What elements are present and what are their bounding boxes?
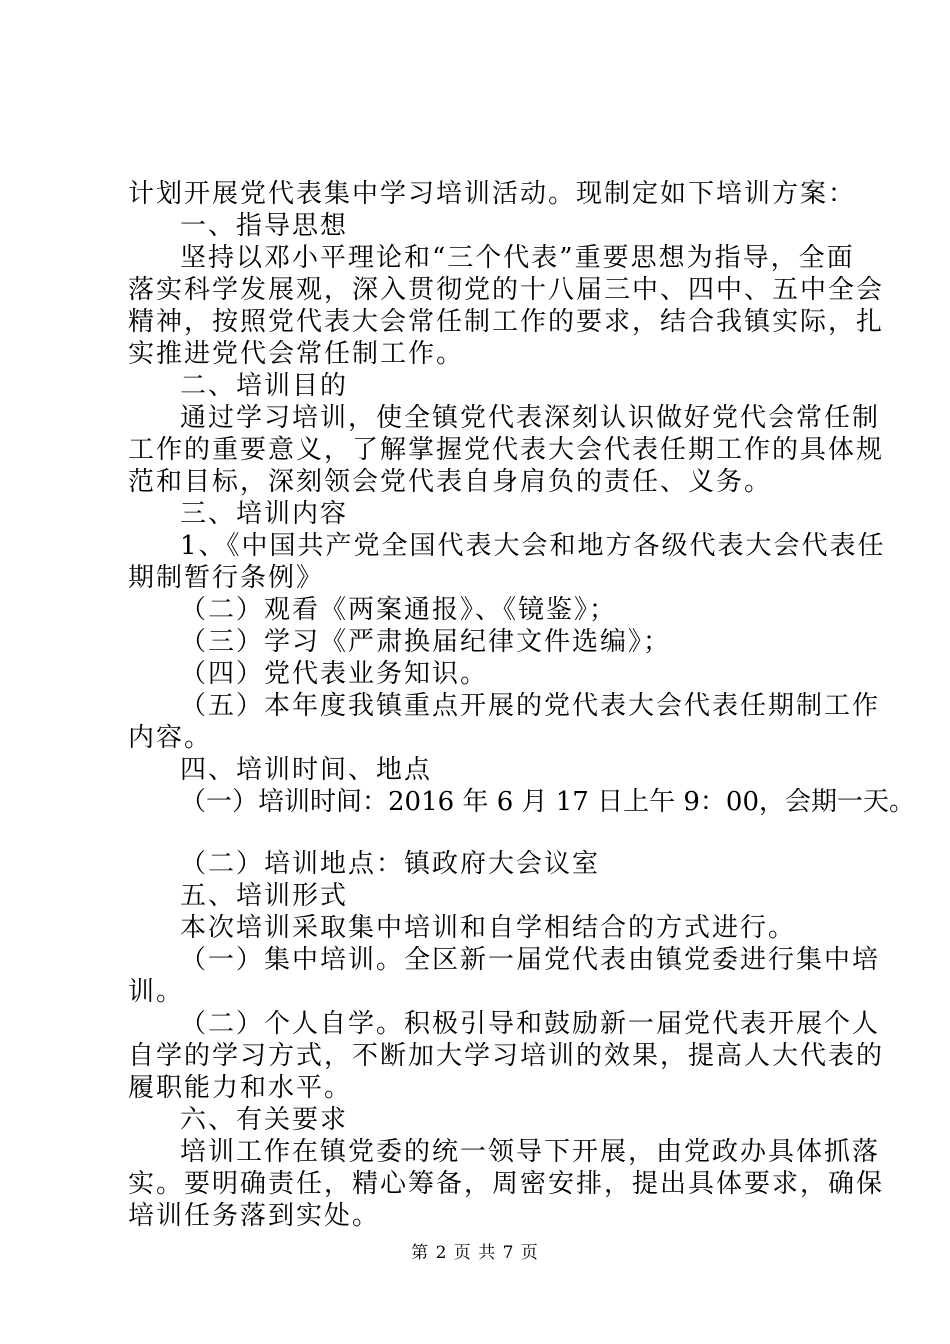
text-line: 通过学习培训，使全镇党代表深刻认识做好党代会常任制 — [180, 403, 881, 433]
text-line: 落实科学发展观，深入贯彻党的十八届三中、四中、五中全会 — [128, 275, 885, 305]
text-line: （五）本年度我镇重点开展的党代表大会代表任期制工作 — [180, 691, 881, 721]
text-line: 履职能力和水平。 — [128, 1073, 353, 1103]
text-line: （一）培训时间：2016 年 6 月 17 日上午 9：00，会期一天。 — [180, 787, 916, 817]
text-line: 自学的学习方式，不断加大学习培训的效果，提高人大代表的 — [128, 1041, 885, 1071]
text-line: 实。要明确责任，精心筹备，周密安排，提出具体要求，确保 — [128, 1169, 885, 1199]
text-line: 范和目标，深刻领会党代表自身肩负的责任、义务。 — [128, 467, 773, 497]
text-line: 内容。 — [128, 723, 213, 753]
section-heading: 五、培训形式 — [180, 881, 349, 911]
text-line: （二）观看《两案通报》、《镜鉴》； — [180, 595, 618, 625]
text-line: 培训工作在镇党委的统一领导下开展，由党政办具体抓落 — [180, 1137, 881, 1167]
text-line: 计划开展党代表集中学习培训活动。现制定如下培训方案： — [128, 179, 857, 209]
text-line: 本次培训采取集中培训和自学相结合的方式进行。 — [180, 913, 797, 943]
text-line: （二）个人自学。积极引导和鼓励新一届党代表开展个人 — [180, 1009, 881, 1039]
text-line: （四）党代表业务知识。 — [180, 659, 489, 689]
text-line: 期制暂行条例》 — [128, 563, 325, 593]
section-heading: 四、培训时间、地点 — [180, 755, 433, 785]
text-line: 培训任务落到实处。 — [128, 1201, 381, 1231]
text-line: （一）集中培训。全区新一届党代表由镇党委进行集中培 — [180, 945, 881, 975]
text-line: 坚持以邓小平理论和“三个代表”重要思想为指导，全面 — [180, 243, 855, 273]
section-heading: 六、有关要求 — [180, 1105, 349, 1135]
text-line: 精神，按照党代表大会常任制工作的要求，结合我镇实际，扎 — [128, 307, 885, 337]
page-number: 第 2 页 共 7 页 — [411, 1243, 539, 1263]
section-heading: 一、指导思想 — [180, 211, 349, 241]
text-line: （二）培训地点：镇政府大会议室 — [180, 849, 601, 879]
text-line: 实推进党代会常任制工作。 — [128, 339, 465, 369]
text-line: 训。 — [128, 977, 185, 1007]
section-heading: 三、培训内容 — [180, 499, 349, 529]
section-heading: 二、培训目的 — [180, 371, 349, 401]
text-line: （三）学习《严肃换届纪律文件选编》； — [180, 627, 672, 657]
text-line: 工作的重要意义，了解掌握党代表大会代表任期工作的具体规 — [128, 435, 885, 465]
text-line: 1、《中国共产党全国代表大会和地方各级代表大会代表任 — [180, 531, 886, 561]
